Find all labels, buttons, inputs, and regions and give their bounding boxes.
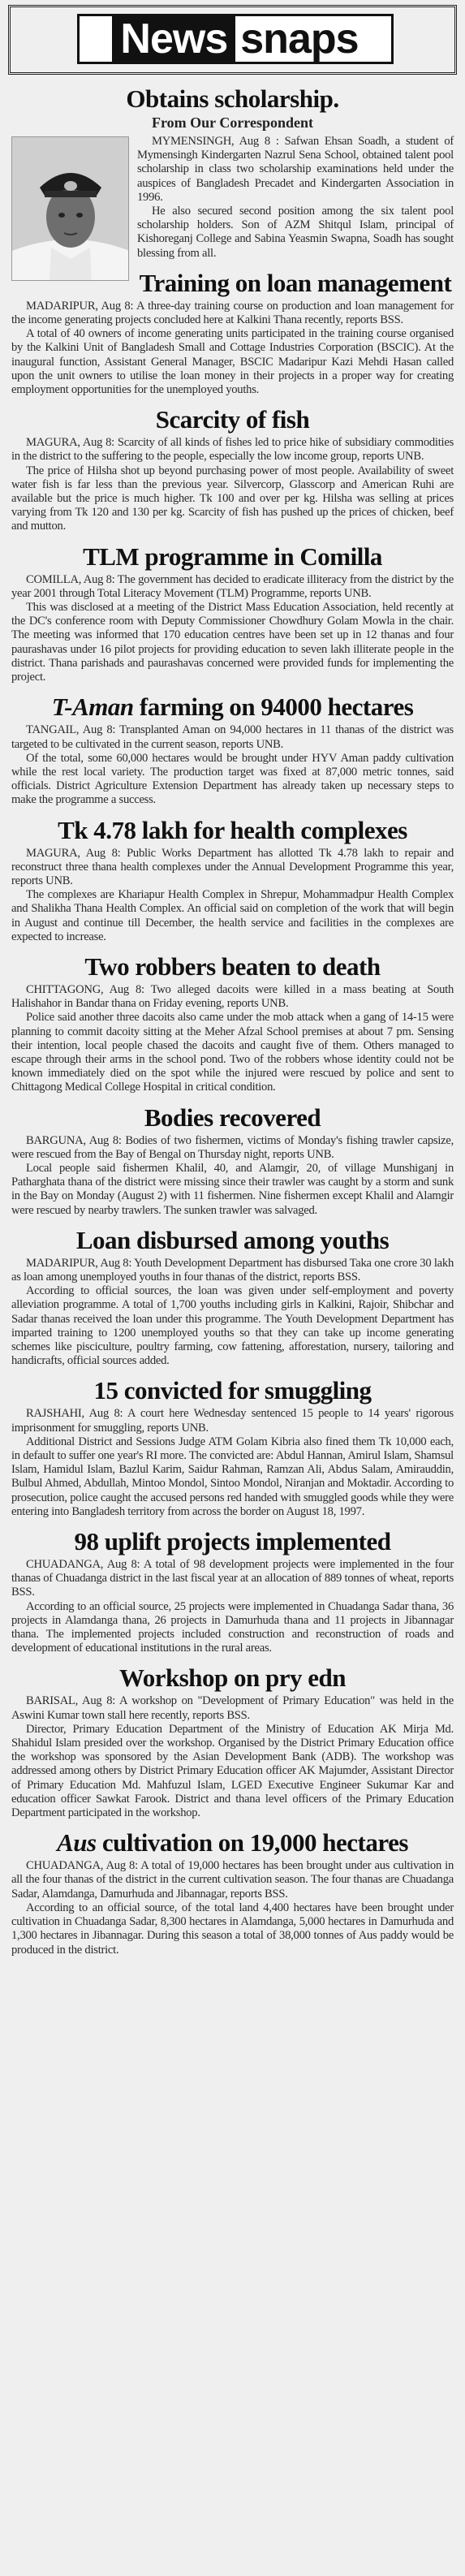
- masthead-title-box: [77, 14, 394, 64]
- article-paragraph: This was disclosed at a meeting of the District Mass Education Association, held recently at the DC's conference room with Deputy Commissioner Chowdhury Golam Mowla in the chair. The meeting was informed that 170 education centres have been set up in 12 thanas and four paurashavas under 16 pilot projects for providing education to seven lakh illiterate people in the district. Thana parishads and paurashavas concerned were provided funds for implementing the project.: [11, 601, 454, 684]
- article-paragraph: According to an official source, of the total land 4,400 hectares have been brought under cultivation in Chuadanga Sadar, 8,300 hectares in Alamdanga, 5,000 hectares in Damurhuda and 1,300 hectares in Jibannagar. During this season a total of 38,000 tonnes of Aus paddy would be produced in the district.: [11, 1901, 454, 1957]
- article-body: [11, 723, 454, 807]
- article-paragraph: He also secured second position among the six talent pool scholarship holders. Son of AZM Shitqul Islam, principal of Kishoreganj College and Sabina Yeasmin Swapna, Soadh has sought blessing from all.: [137, 205, 454, 260]
- masthead: [8, 5, 457, 75]
- headline-rest: cultivation on 19,000 hectares: [96, 1828, 408, 1858]
- article-tlm-comilla: [0, 542, 465, 690]
- article-smuggling: [0, 1376, 465, 1524]
- article-body: [11, 1257, 454, 1369]
- article-body: [11, 436, 454, 533]
- article-headline: Two robbers beaten to death: [84, 951, 381, 981]
- article-paragraph: RAJSHAHI, Aug 8: A court here Wednesday sentenced 15 people to 14 years' rigorous imprisonment for smuggling, reports UNB.: [11, 1407, 454, 1435]
- article-health-complexes: [0, 816, 465, 949]
- article-paragraph: BARISAL, Aug 8: A workshop on "Development of Primary Education" was held in the Aswini Kumar town stall here recently, reports BSS.: [11, 1694, 454, 1722]
- article-headline: [11, 1828, 454, 1857]
- student-photo: [11, 136, 129, 281]
- article-workshop: [0, 1663, 465, 1825]
- article-paragraph: COMILLA, Aug 8: The government has decided to eradicate illiteracy from the district by the year 2001 through Total Literacy Movement (TLM) Programme, reports UNB.: [11, 572, 454, 600]
- article-bodies-recovered: [0, 1103, 465, 1223]
- article-robbers: [0, 952, 465, 1100]
- article-paragraph: According to an official source, 25 projects were implemented in Chuadanga Sadar thana, 36 projects in Alamdanga thana, 26 projects in Damurhuda thana and 11 projects in Jibannagar thana. The implemented projects included construction and reconstruction of roads and development of educational institutions in the rural areas.: [11, 1599, 454, 1655]
- article-body: [11, 1558, 454, 1655]
- article-paragraph: MYMENSINGH, Aug 8 : Safwan Ehsan Soadh, a student of Mymensingh Kindergarten Nazrul Sena School, obtained talent pool scholarship in class two scholarship examinations held under the auspices of Bangladesh Precadet and Kindergarten Association in 1996.: [137, 135, 454, 204]
- article-scholarship: [0, 84, 465, 265]
- article-paragraph: Police said another three dacoits also came under the mob attack when a gang of 14-15 were planning to commit dacoity sitting at the Meher Afzal School premises at about 7 pm. Sensing their intention, local people chased the dacoits and caught five of them. Others managed to escape through their arms in the school pond. Two of the robbers whose identity could not be known immediately died on the spot while the injured were rescued by police and sent to Chittagong Medical College Hospital in critical condition.: [11, 1011, 454, 1094]
- article-body: [11, 1694, 454, 1820]
- article-headline: 98 uplift projects implemented: [74, 1527, 391, 1556]
- article-paragraph: The complexes are Khariapur Health Complex in Shrepur, Mohammadpur Health Complex and Shalikha Thana Health Complex. An official said on completion of the work that will begin in August and continue till December, the health service and facilities in the complexes are expected to increase.: [11, 888, 454, 943]
- article-fish-scarcity: [0, 405, 465, 538]
- articles-column: [0, 81, 465, 1962]
- article-body: [11, 300, 454, 397]
- headline-rest: farming on 94000 hectares: [133, 693, 414, 722]
- article-paragraph: MADARIPUR, Aug 8: Youth Development Department has disbursed Taka one crore 30 lakh as loan among unemployed youths in four thanas of the district, reports BSS.: [11, 1256, 454, 1284]
- article-body: [11, 135, 454, 261]
- article-paragraph: CHUADANGA, Aug 8: A total of 19,000 hectares has been brought under aus cultivation in all the four thanas of the district in the current cultivation season. The four thanas are Chuadanga Sadar, Alamdanga, Damurhuda and Jibannagar, reports BSS.: [11, 1859, 454, 1901]
- article-headline: Training on loan management: [139, 268, 452, 297]
- article-paragraph: MAGURA, Aug 8: Scarcity of all kinds of fishes led to price hike of subsidiary commodities in the district to the suffering to the people, especially the low income group, reports UNB.: [11, 436, 454, 464]
- article-paragraph: According to official sources, the loan was given under self-employment and poverty alleviation programme. A total of 1,700 youths including girls in Kalkini, Rajoir, Shibchar and Sadar thanas received the loan under this programme. The Youth Development Department has imparted training to 1200 unemployed youths so that they can take up income generating schemes like pisciculture, poultry farming, cow fattening, afforestation, nursery, tailoring and handicrafts, official sources added.: [11, 1284, 454, 1368]
- article-headline: Bodies recovered: [144, 1102, 321, 1132]
- headline-italic-part: Aus: [57, 1828, 97, 1858]
- article-subhead: From Our Correspondent: [151, 114, 313, 131]
- article-headline: Loan disbursed among youths: [75, 1225, 390, 1254]
- article-paragraph: TANGAIL, Aug 8: Transplanted Aman on 94,000 hectares in 11 thanas of the district was targeted to be cultivated in the current season, reports UNB.: [11, 723, 454, 751]
- masthead-word-news: News: [112, 16, 235, 62]
- article-body: [11, 1407, 454, 1519]
- article-aus-cultivation: [0, 1828, 465, 1961]
- article-headline: [11, 693, 454, 721]
- article-loan-training: [0, 269, 465, 402]
- article-body: [11, 983, 454, 1095]
- masthead-word-snaps: snaps: [240, 15, 359, 63]
- article-paragraph: MAGURA, Aug 8: Public Works Department has allotted Tk 4.78 lakh to repair and reconstruct three thana health complexes under the Annual Development Programme this year, reports UNB.: [11, 846, 454, 887]
- article-body: [11, 847, 454, 944]
- article-paragraph: Additional District and Sessions Judge ATM Golam Kibria also fined them Tk 10,000 each, in default to suffer one year's RI more. The convicted are: Abdul Hannan, Amirul Islam, Shamsul Islam, Hamidul Islam, Bazlul Karim, Saidur Rahman, Ramzan Ali, Abdus Salam, Amirauddin, Bulbul Ahmed, Abdullah, Mintoo Mondol, Sintoo Mondol, Niranjan and Moktadir. According to prosecution, police caught the accused persons red handed with smuggled goods while they were entering into Bangladesh territory from across the border on August 18, 1997.: [11, 1435, 454, 1518]
- article-headline: Tk 4.78 lakh for health complexes: [58, 815, 407, 844]
- article-paragraph: Of the total, some 60,000 hectares would be brought under HYV Aman paddy cultivation while the rest local variety. The production target was fixed at 87,000 metric tonnes, said officials. District Agriculture Extension Department has already taken up necessary steps to make the programme a success.: [11, 751, 454, 807]
- article-paragraph: A total of 40 owners of income generating units participated in the training course organised by the Kalkini Unit of Bangladesh Small and Cottage Industries Corporation (BSCIC). At the inaugural function, Assistant General Manager, BSCIC Madaripur Kazi Mehdi Hasan called upon the unit owners to utilise the loan money in their projects in a proper way for creating employment opportunities for the unemployed youths.: [11, 327, 454, 397]
- article-paragraph: Local people said fishermen Khalil, 40, and Alamgir, 20, of village Munshiganj in Patharghata thana of the district were missing since their trawler was caught by a storm and sunk in the Bay on Monday (August 2) with 11 fishermen. Nine fishermen except Khalil and Alamgir were rescued by nearby trawlers. The sunken trawler was salvaged.: [11, 1161, 454, 1217]
- article-body: [11, 1134, 454, 1218]
- article-paragraph: Director, Primary Education Department of the Ministry of Education AK Mirja Md. Shahidul Islam presided over the workshop. Organised by the District Primary Education office the workshop was sponsored by the Asian Development Bank (ADB). The workshop was addressed among others by District Primary Education officer AK Majumder, Assistant Director of Primary Education Md. Mahfuzul Islam, LGED Executive Engineer Sukumar Kar and education officer Sawkat Farook. District and thana level officers of the Primary Education Department participated in the workshop.: [11, 1722, 454, 1820]
- article-paragraph: BARGUNA, Aug 8: Bodies of two fishermen, victims of Monday's fishing trawler capsize, were rescued from the Bay of Bengal on Thursday night, reports UNB.: [11, 1133, 454, 1161]
- article-uplift-projects: [0, 1527, 465, 1660]
- article-headline: Obtains scholarship.: [126, 84, 339, 113]
- article-body: [11, 573, 454, 685]
- article-body: [11, 1859, 454, 1957]
- article-paragraph: The price of Hilsha shot up beyond purchasing power of most people. Availability of sweet water fish is far less than the previous year. Silvercorp, Glasscorp and American Ruhi are available but the price is much higher. Tk 100 and over per kg. Hilsha was selling at prices varying from Tk 120 and 130 per kg. Scarcity of fish has pushed up the prices of chicken, beef and mutton.: [11, 464, 454, 533]
- headline-italic-part: T-Aman: [51, 693, 134, 722]
- article-headline: 15 convicted for smuggling: [93, 1376, 372, 1405]
- article-headline: TLM programme in Comilla: [83, 542, 382, 571]
- article-t-aman: [0, 693, 465, 812]
- article-loan-youths: [0, 1226, 465, 1374]
- article-paragraph: CHITTAGONG, Aug 8: Two alleged dacoits were killed in a mass beating at South Halishahor in Bandar thana on Friday evening, reports UNB.: [11, 982, 454, 1011]
- article-paragraph: CHUADANGA, Aug 8: A total of 98 development projects were implemented in the four thanas of Chuadanga district in the last fiscal year at an allocation of 889 tonnes of wheat, reports BSS.: [11, 1558, 454, 1599]
- article-headline: Scarcity of fish: [155, 405, 310, 434]
- article-paragraph: MADARIPUR, Aug 8: A three-day training course on production and loan management for the income generating projects concluded here at Kalkini Thana recently, reports BSS.: [11, 299, 454, 327]
- article-headline: Workshop on pry edn: [118, 1663, 347, 1693]
